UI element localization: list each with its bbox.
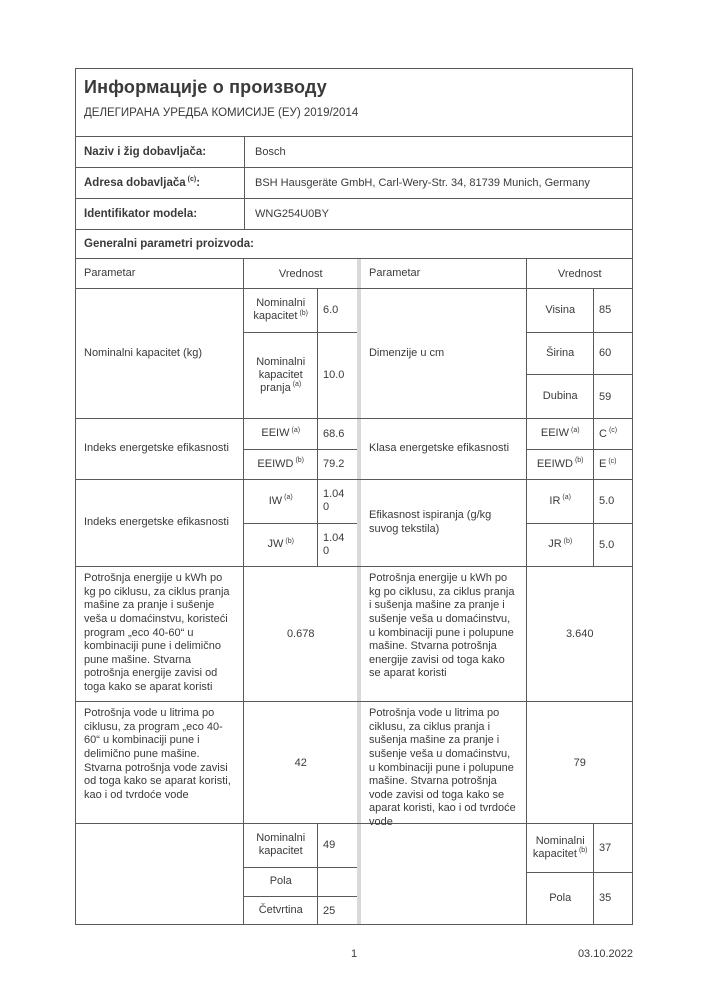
model-row bbox=[76, 198, 632, 229]
bottom-right-half-label: Pola bbox=[549, 891, 572, 904]
bottom-left-subtable bbox=[243, 824, 357, 924]
footnote-marker: (c) bbox=[187, 176, 197, 184]
energy-right-text: Potrošnja energije u kWh po kg po ciklusu, za ciklus pranja i sušenja mašine za pranje i sušenje veša u domaćinstvu, u kombinaciji pune i polupune mašine. Stvarna potrošnja energije zavisi od toga kako se aparat koristi bbox=[357, 567, 526, 701]
bottom-right-nominal-row bbox=[527, 824, 632, 872]
parameters-header-row bbox=[76, 258, 632, 288]
bottom-right-subtable bbox=[526, 824, 632, 924]
eeiwd-value: 79.2 bbox=[317, 450, 357, 480]
bottom-quarter-value: 25 bbox=[317, 897, 357, 924]
title-block bbox=[76, 69, 632, 136]
supplier-row bbox=[76, 136, 632, 167]
wash-capacity-value: 10.0 bbox=[317, 333, 357, 418]
address-label: Adresa dobavljača $^{(c)}$: bbox=[84, 176, 201, 189]
ir-row bbox=[527, 480, 632, 523]
class-eeiwd-row bbox=[527, 449, 632, 480]
jr-value: 5.0 bbox=[593, 524, 632, 567]
row-washindex-rinse bbox=[76, 479, 632, 566]
supplier-label: Naziv i žig dobavljača: bbox=[84, 146, 207, 158]
model-label: Identifikator modela: bbox=[84, 208, 198, 220]
height-row bbox=[527, 289, 632, 332]
page-footer bbox=[75, 948, 633, 964]
page-number: 1 bbox=[350, 948, 358, 960]
bottom-nominal-label: Nominalni kapacitet bbox=[256, 832, 306, 858]
rinse-subtable bbox=[526, 480, 632, 566]
wash-capacity-label: Nominalni kapacitet pranja $^{(a)}$ bbox=[256, 355, 306, 394]
supplier-value: Bosch bbox=[244, 137, 632, 167]
width-value: 60 bbox=[593, 333, 632, 375]
energy-right-value: 3.640 bbox=[526, 567, 632, 701]
rinse-param-label: Efikasnost ispiranja (g/kg suvog tekstila) bbox=[357, 480, 526, 566]
bottom-right-half-row bbox=[527, 872, 632, 924]
nominal-capacity-row bbox=[244, 289, 357, 332]
jw-value: 1.040 bbox=[317, 524, 357, 567]
jr-label: JR $^{(b)}$ bbox=[548, 537, 573, 551]
document-date: 03.10.2022 bbox=[577, 948, 633, 960]
model-value: WNG254U0BY bbox=[244, 199, 632, 229]
capacity-subtable bbox=[243, 289, 357, 418]
bottom-right-param-empty bbox=[357, 824, 526, 924]
product-info-sheet bbox=[75, 68, 633, 925]
class-eeiwd-value: E $^{(c)}$ bbox=[593, 450, 632, 480]
dimensions-subtable bbox=[526, 289, 632, 418]
eei-subtable bbox=[243, 419, 357, 479]
eeiwd-row bbox=[244, 449, 357, 480]
address-value: BSH Hausgeräte GmbH, Carl-Wery-Str. 34, 81739 Munich, Germany bbox=[244, 168, 632, 198]
ir-label: IR $^{(a)}$ bbox=[549, 494, 571, 507]
water-right-text: Potrošnja vode u litrima po ciklusu, za ciklus pranja i sušenja mašine za pranje i sušenje veša u domaćinstvu, u kombinaciji pune i polupune mašine. Stvarna potrošnja vode zavisi od toga kako se aparat koristi, kao i od tvrdoće vode bbox=[357, 702, 526, 823]
depth-row bbox=[527, 374, 632, 418]
bottom-half-row bbox=[244, 867, 357, 897]
jw-label: JW $^{(b)}$ bbox=[267, 537, 294, 551]
width-label: Širina bbox=[546, 346, 575, 359]
class-param-label: Klasa energetske efikasnosti bbox=[357, 419, 526, 479]
ir-value: 5.0 bbox=[593, 480, 632, 523]
row-water-consumption bbox=[76, 701, 632, 828]
wash-capacity-row bbox=[244, 332, 357, 418]
class-eeiwd-label: EEIWD $^{(b)}$ bbox=[536, 457, 584, 470]
water-right-value: 79 bbox=[526, 702, 632, 823]
header-parametar-right: Parametar bbox=[357, 259, 526, 288]
general-parameters-section-title: Generalni parametri proizvoda: bbox=[76, 229, 632, 258]
iw-value: 1.040 bbox=[317, 480, 357, 523]
width-row bbox=[527, 332, 632, 375]
bottom-half-value bbox=[317, 868, 357, 897]
eeiwd-label: EEIWD $^{(b)}$ bbox=[257, 457, 305, 470]
eei-param-label: Indeks energetske efikasnosti bbox=[84, 442, 229, 455]
row-bottom-capacities bbox=[76, 823, 632, 924]
jw-row bbox=[244, 523, 357, 567]
height-label: Visina bbox=[545, 303, 576, 316]
bottom-quarter-label: Četvrtina bbox=[258, 904, 303, 917]
address-row bbox=[76, 167, 632, 198]
class-eeiw-label: EEIW $^{(a)}$ bbox=[540, 426, 580, 440]
page-title: Информације о производу bbox=[84, 77, 328, 97]
bottom-half-label: Pola bbox=[269, 875, 292, 888]
eeiw-row bbox=[244, 419, 357, 449]
bottom-quarter-row bbox=[244, 896, 357, 924]
bottom-nominal-row bbox=[244, 824, 357, 867]
bottom-right-nominal-label: Nominalni kapacitet $^{(b)}$ bbox=[532, 834, 588, 860]
eeiw-label: EEIW $^{(a)}$ bbox=[261, 426, 301, 440]
class-eeiw-value: C $^{(c)}$ bbox=[593, 419, 632, 449]
iw-label: IW $^{(a)}$ bbox=[268, 494, 293, 507]
washindex-subtable bbox=[243, 480, 357, 566]
regulation-subtitle: ДЕЛЕГИРАНА УРЕДБА КОМИСИЈЕ (ЕУ) 2019/2014 bbox=[84, 107, 359, 119]
jr-row bbox=[527, 523, 632, 567]
bottom-left-param-empty bbox=[76, 824, 243, 924]
energy-left-value: 0.678 bbox=[243, 567, 357, 701]
bottom-nominal-value: 49 bbox=[317, 824, 357, 867]
washindex-param-label: Indeks energetske efikasnosti bbox=[84, 516, 229, 529]
class-subtable bbox=[526, 419, 632, 479]
row-capacity-dimensions bbox=[76, 288, 632, 418]
nominal-capacity-label: Nominalni kapacitet $^{(b)}$ bbox=[253, 297, 308, 323]
iw-row bbox=[244, 480, 357, 523]
capacity-param-label: Nominalni kapacitet (kg) bbox=[84, 346, 202, 359]
water-left-text: Potrošnja vode u litrima po ciklusu, za program „eco 40-60“ u kombinaciji pune i delimično pune mašine. Stvarna potrošnja vode zavisi od toga kako se aparat koristi, kao i od tvrdoće vode bbox=[84, 707, 231, 801]
depth-value: 59 bbox=[593, 375, 632, 418]
bottom-right-half-value: 35 bbox=[593, 873, 632, 924]
energy-left-text: Potrošnja energije u kWh po kg po ciklusu, za ciklus pranja mašine za pranje i sušenje veša u domaćinstvu, koristeći program „eco 40-60“ u kombinaciji pune i delimično pune mašine. Stvarna potrošnja energije zavisi od toga kako se aparat koristi bbox=[84, 572, 230, 693]
dimensions-param-label: Dimenzije u cm bbox=[357, 289, 526, 418]
row-energy-consumption bbox=[76, 566, 632, 701]
header-vrednost-right: Vrednost bbox=[526, 259, 632, 288]
bottom-right-nominal-value: 37 bbox=[593, 824, 632, 872]
header-vrednost-left: Vrednost bbox=[243, 259, 357, 288]
eeiw-value: 68.6 bbox=[317, 419, 357, 449]
depth-label: Dubina bbox=[542, 390, 578, 403]
row-eei-class bbox=[76, 418, 632, 479]
height-value: 85 bbox=[593, 289, 632, 332]
header-parametar-left: Parametar bbox=[84, 266, 136, 279]
nominal-capacity-value: 6.0 bbox=[317, 289, 357, 332]
class-eeiw-row bbox=[527, 419, 632, 449]
water-left-value: 42 bbox=[243, 702, 357, 823]
